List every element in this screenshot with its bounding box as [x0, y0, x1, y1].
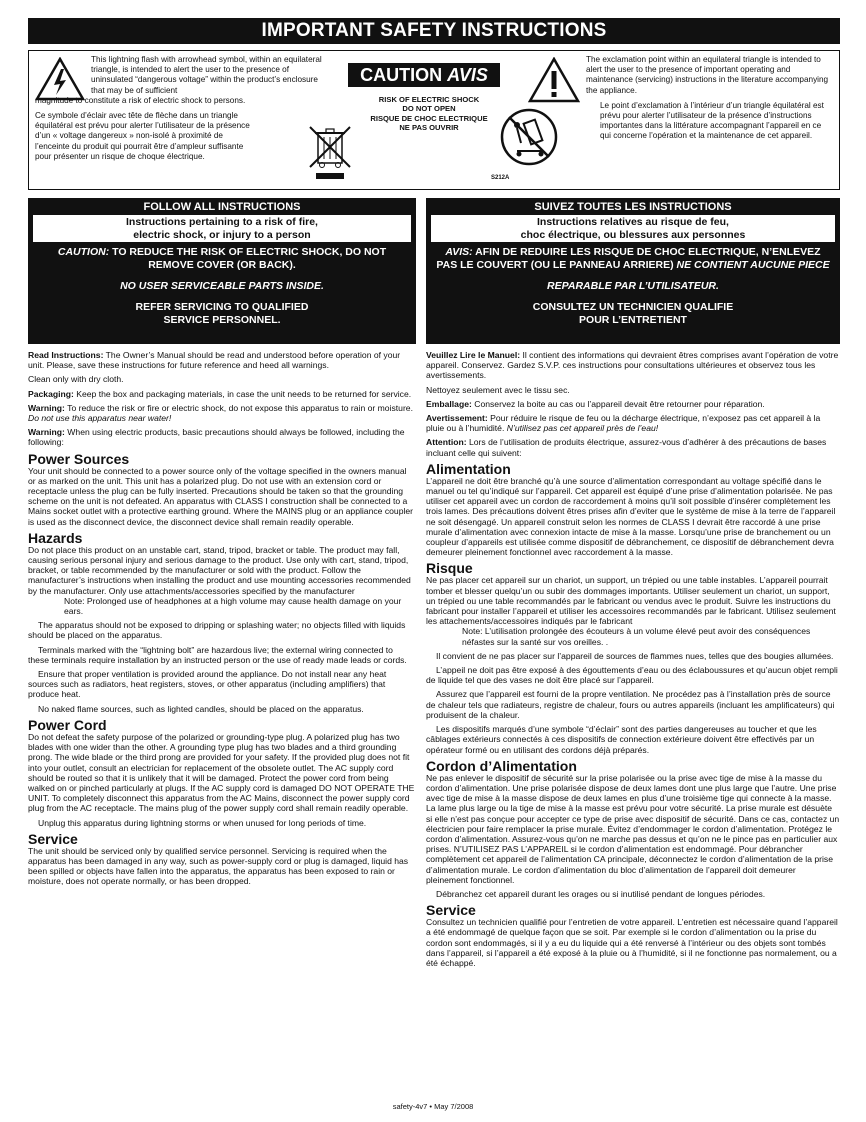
terminals-text: Terminals marked with the “lightning bolt” are hazardous live; the external wiring connected to these terminals require installation by an instructed person or the use of ready made leads or cords.: [28, 644, 407, 665]
unplug-text: Unplug this apparatus during lightning storms or when unused for long periods of time.: [38, 817, 367, 828]
hazards-heading: Hazards: [28, 529, 83, 546]
refer-line-2: SERVICE PERSONNEL.: [163, 314, 281, 326]
lightning-en-text-end: magnitude to constitute a risk of electric shock to persons.: [35, 95, 246, 105]
exclamation-fr-text: Le point d’exclamation à l’intérieur d’un triangle équilatéral est prévu pour alerter l’utilisateur de la présence d’instructions importantes dans la littérature accompagnant l’appareil en ce qui concerne l’opération et la maintenance de cet appareil.: [600, 100, 824, 141]
fr-service-text: Consultez un technicien qualifié pour l’entretien de votre appareil. L’entretien est nécessaire quand l’appareil a été endommagé de quelque façon que se soit. Par exemple si le cordon d’alimentation ou la prise du cordon sont endommagés, si il y a eu du liquide qui a été renversé à l’intérieur ou des objets sont tombés dans l’appareil, si l’appareil a été exposé à la pluie ou à l’humidité, si il ne fonctionne pas normalement, ou a été échappé.: [426, 917, 838, 968]
warning-italic: Do not use this apparatus near water!: [28, 413, 172, 424]
suivez-subtitle: [431, 215, 835, 242]
fr-read-text: Il contient des informations qui devraient êtres comprises avant l’opération de votre appareil. Conservez. Gardez S.V.P. ces instructions pour consultations ultérieures et observez tous les avertissements.: [426, 350, 839, 381]
power-sources-text: Your unit should be connected to a power source only of the voltage specified in the owners manual or as marked on the unit. This unit has a polarized plug. Do not use with an extension cord or receptacle unless the plug can be fully inserted. Precautions should be taken so that the grounding scheme on the unit is not defeated. An apparatus with CLASS I construction shall be connected to a Mains socket outlet with a protective earthing ground. Where the MAINS plug or an appliance coupler is used as the disconnect device, the disconnect device shall remain readily operable.: [28, 465, 414, 527]
caution-center: [334, 51, 524, 189]
consultez-line-2: POUR L’ENTRETIENT: [579, 314, 687, 326]
risque-text: Ne pas placer cet appareil sur un chariot, un support, un trépied ou une table instables. L’appareil pourrait tomber et blesser quelqu’un ou subir des dommages importants. Utiliser seulement un chariot, un support, un trépied ou une table recommandés par le fabricant ou vendus avec le produit. Suivre les instructions du fabricant pour installer l’appareil et utiliser les accessoires recommandés par le fabricant. Utilisez seulement les attachements/accessoires indiqués par le fabricant: [426, 575, 836, 627]
refer-line-1: REFER SERVICING TO QUALIFIED: [135, 301, 309, 313]
warning-label: Warning:: [28, 402, 65, 413]
avis-statement: [426, 246, 840, 272]
lightning-warning: [29, 51, 334, 189]
fr-service-heading: Service: [426, 902, 476, 919]
caution-prefix: CAUTION:: [57, 246, 110, 258]
french-column: [426, 350, 840, 972]
page-title: IMPORTANT SAFETY INSTRUCTIONS: [28, 18, 840, 44]
fr-read-label: Veuillez Lire le Manuel:: [426, 350, 521, 360]
caution-line-1: RISK OF ELECTRIC SHOCK: [378, 95, 480, 104]
fr-clean-text: Nettoyez seulement avec le tissu sec.: [426, 384, 570, 395]
service-heading: Service: [28, 830, 78, 847]
fr-packaging: [426, 399, 840, 409]
fr-unplug-text: Débranchez cet appareil durant les orages ou si inutilisé pendant de longues périodes.: [436, 888, 766, 899]
refer-servicing: [28, 301, 416, 327]
caution-en: CAUTION: [360, 65, 443, 85]
warning-precautions: [28, 427, 416, 447]
caution-body: TO REDUCE THE RISK OF ELECTRIC SHOCK, DO NOT REMOVE COVER (OR BACK).: [109, 246, 387, 271]
symbol-panel: [28, 50, 840, 190]
suivez-sub-line-1: Instructions relatives au risque de feu,: [537, 216, 729, 228]
english-column: [28, 350, 416, 891]
cordon-heading: Cordon d’Alimentation: [426, 757, 577, 774]
exclamation-en-text: The exclamation point within an equilateral triangle is intended to alert the user to the presence of important operating and maintenance (servicing) instructions in the literature accompanying the appliance.: [586, 55, 829, 95]
warning-water: [28, 403, 416, 423]
exclamation-warning: [524, 51, 839, 189]
follow-instructions-box: [28, 198, 416, 344]
warning2-label: Warning:: [28, 427, 65, 438]
service-text: The unit should be serviced only by qualified service personnel. Servicing is required when the apparatus has been damaged in any way, such as power-supply cord or plug is damaged, liquid has been spilled or objects have fallen into the apparatus, the apparatus has been exposed to rain or moisture, does not operate normally, or has been dropped.: [28, 845, 409, 887]
follow-sub-line-2: electric shock, or injury to a person: [133, 228, 311, 241]
fr-attention: [426, 437, 840, 457]
crossed-bin-icon: [304, 123, 356, 181]
footer-version: safety-4v7 • May 7/2008: [392, 1102, 474, 1111]
reparable-line: REPARABLE PAR L’UTILISATEUR.: [547, 280, 719, 292]
fr-warning-text: Pour réduire le risque de feu ou la décharge électrique, n’exposez pas cet appareil à la pluie ou à l’humidité.: [426, 413, 821, 434]
power-cord-text: Do not defeat the safety purpose of the polarized or grounding-type plug. A polarized plug has two blades with one wider than the other. A grounding type plug has two blades and a third grounding prong. The wide blade or the third prong are provided for your safety. If the provided plug does not fit into your outlet, consult an electrician for replacement of the obsolete outlet. The AC supply cord should be routed so that it is unlikely that it will be damaged. Protect the power cord from being walked on or pinched particularly at plugs. If the AC supply cord is damaged DO NOT OPERATE THE UNIT. To completely disconnect this apparatus from the AC Mains, disconnect the power supply cord plug from the AC receptacle. The mains plug of the power supply cord shall remain readily operable.: [28, 731, 415, 814]
caution-fr: AVIS: [447, 65, 488, 85]
dripping-text: The apparatus should not be exposed to dripping or splashing water; no objects filled with liquids should be placed on the apparatus.: [28, 620, 406, 641]
lightning-en-text: This lightning flash with arrowhead symbol, within an equilateral triangle, is intended to alert the user to the presence of uninsulated “dangerous voltage” within the product’s enclosure that may be of sufficient: [91, 55, 322, 95]
fr-headphone-note: Note: L’utilisation prolongée des écouteurs à un volume élevé peut avoir des conséquences néfastes sur la santé sur vos oreilles. .: [462, 626, 811, 647]
fr-packaging-text: Conservez la boite au cas ou l’appareil devait être retourner pour réparation.: [471, 398, 765, 409]
cart-symbol-code: S212A: [491, 175, 510, 181]
packaging-label: Packaging:: [28, 388, 74, 399]
lightning-triangle-icon: [35, 57, 85, 101]
avis-italic: NE CONTIENT AUCUNE PIECE: [676, 259, 830, 271]
avis-body: AFIN DE REDUIRE LES RISQUE DE CHOC ELECTRIQUE, N’ENLEVEZ PAS LE COUVERT (OU LE PANNEAU ARRIERE): [436, 246, 821, 271]
fr-attention-label: Attention:: [426, 437, 467, 448]
fr-terminals-text: Les dispositifs marqués d’une symbole “d’éclair” sont des parties dangereuses au toucher et que les câblages extérieurs connectés à ces dispositifs de connection extérieure doivent être effectivés par un opérateur formé ou en utilisant des cordons déjà préparés.: [426, 724, 817, 755]
consultez-line-1: CONSULTEZ UN TECHNICIEN QUALIFIE: [532, 301, 734, 313]
cordon-text: Ne pas enlever le dispositif de sécurité sur la prise polarisée ou la prise avec tige de mise à la masse du cordon d’alimentation. Une prise polarisée dispose de deux lames dont une plus large que l’autre. Une prise avec tige de mise à la masse dispose de deux lames en plus d’une troisième tige qui connecte à la masse. La lame plus large ou la tige de mise à la masse est prévu pour votre sécurité. La prise murale est désuète si elle n’est pas conçue pour accepter ce type de prise avec dispositif de sécurité. Dans ce cas, contactez un électricien pour faire remplacer la prise murale. Évitez d’endommager le cordon d’alimentation. Protégez le cordon d’alimentation. Assurez-vous qu’on ne marche pas dessus et qu’on ne le pince pas en particulier aux prises. N’UTILISEZ PAS L’APPAREIL si le cordon d’alimentation est endommagé. Pour débrancher complètement cet appareil de l’alimentation CA principale, déconnectez le cordon d’alimentation de la prise d’alimentation murale. Le cordon d’alimentation du bloc d’alimentation de l’appareil doit demeurer pleinement fonctionnel.: [426, 772, 840, 885]
flame-text: No naked flame sources, such as lighted candles, should be placed on the apparatus.: [38, 703, 364, 714]
follow-sub-line-1: Instructions pertaining to a risk of fire,: [126, 216, 318, 228]
hazards-text: Do not place this product on an unstable cart, stand, tripod, bracket or table. The product may fall, causing serious personal injury and serious damage to the product. Use only with cart, stand, tripod, bracket, or table recommended by the manufacturer or sold with the product. Follow the manufacturer’s instructions when installing the product and use mounting accessories recommended by the manufacturer. Only use attachments/accessories specified by the manufacturer: [28, 544, 411, 596]
alimentation-heading: Alimentation: [426, 460, 511, 477]
suivez-instructions-box: [426, 198, 840, 344]
fr-read-instructions: [426, 350, 840, 381]
caution-text: [334, 95, 524, 133]
clean-text: Clean only with dry cloth.: [28, 374, 124, 385]
fr-warning-water: [426, 413, 840, 433]
follow-instructions-header: FOLLOW ALL INSTRUCTIONS: [143, 201, 301, 213]
read-text: The Owner’s Manual should be read and understood before operation of your unit. Please, save these instructions for future reference and heed all warnings.: [28, 350, 401, 371]
caution-label: [348, 63, 500, 87]
warning-text: To reduce the risk or fire or electric shock, do not expose this apparatus to rain or moisture.: [64, 402, 413, 413]
read-instructions: [28, 350, 416, 370]
fr-warning-italic: N’utilisez pas cet appareil près de l’eau!: [506, 423, 659, 434]
power-sources-heading: Power Sources: [28, 450, 130, 467]
read-label: Read Instructions:: [28, 350, 104, 360]
risque-heading: Risque: [426, 560, 473, 577]
headphone-note: Note: Prolonged use of headphones at a high volume may cause health damage on your ears.: [64, 595, 402, 617]
caution-line-2: DO NOT OPEN: [402, 104, 456, 114]
warning2-text: When using electric products, basic precautions should always be followed, including the following:: [28, 427, 405, 448]
ventilation-text: Ensure that proper ventilation is provided around the appliance. Do not install near any heat sources such as radiators, heat registers, stoves, or other apparatus (including amplifiers) that produce heat.: [28, 669, 387, 700]
exclamation-triangle-icon: [528, 57, 580, 103]
fr-warning-label: Avertissement:: [426, 413, 488, 424]
fr-ventilation-text: Assurez que l’appareil est fourni de la propre ventilation. Ne procédez pas à l’installation près de source de chaleur tels que radiateurs, registre de chaleur, fours ou autres appareils (incluant les amplificateurs) qui produisent de la chaleur.: [426, 689, 835, 720]
suivez-sub-line-2: choc électrique, ou blessures aux personnes: [520, 228, 746, 241]
alimentation-text: L’appareil ne doit être branché qu’à une source d’alimentation correspondant au voltage spécifié dans le manuel ou tel qu’indiqué sur l’appareil. Cet appareil est équipé d’une prise d’alimentation polarisée. Ne pas utiliser cet appareil avec un cordon de raccordement à moins qu’il soit possible d’insérer complètement les trois lames. Des précautions doivent êtres prises afin d’eviter que le système de mise à la terre de l’appareil ne soit désengagé. Un appareil construit selon les normes de CLASS I devrait être raccordé à une prise murale d’alimentation avec connexion intacte de mise à la masse. Lorsqu’une prise de branchement ou un coupleur d’appareils est utilisée comme dispositif de débranchement, ce dispositif de débranchement devra demeurer pleinement fonctionnel avec raccordement à la masse.: [426, 475, 836, 558]
packaging: [28, 389, 416, 399]
caution-line-3: RISQUE DE CHOC ELECTRIQUE: [370, 113, 488, 123]
avis-prefix: AVIS:: [445, 246, 473, 258]
caution-line-4: NE PAS OUVRIR: [399, 123, 459, 133]
consultez-line: [426, 301, 840, 327]
follow-instructions-subtitle: [33, 215, 411, 242]
power-cord-heading: Power Cord: [28, 716, 107, 733]
no-user-parts: NO USER SERVICEABLE PARTS INSIDE.: [120, 280, 324, 292]
caution-statement: [28, 246, 416, 272]
fr-flame-text: Il convient de ne pas placer sur l’appareil de sources de flammes nues, telles que des bougies allumées.: [436, 650, 834, 661]
packaging-text: Keep the box and packaging materials, in case the unit needs to be returned for service.: [73, 388, 412, 399]
fr-dripping-text: L’appeil ne doit pas être exposé à des égouttements d’eau ou des éclaboussures et qu’aucun objet rempli de liquide tel que des vases ne doit être placé sur l’appareil.: [426, 665, 838, 686]
fr-attention-text: Lors de l’utilisation de produits électrique, assurez-vous d’adhérer à des précautions de bases incluant celle qui suivent:: [426, 437, 827, 458]
fr-packaging-label: Emballage:: [426, 398, 472, 409]
lightning-fr-text: Ce symbole d’éclair avec tête de flèche dans un triangle équilatéral est prévu pour alerter l’utilisateur de la présence d’un « voltage dangereux » non-isolé à proximité de l’enceinte du produit qui pourrait être d’ampleur suffisante pour présenter un risque de choque électrique.: [35, 111, 250, 161]
suivez-header: SUIVEZ TOUTES LES INSTRUCTIONS: [534, 201, 732, 213]
